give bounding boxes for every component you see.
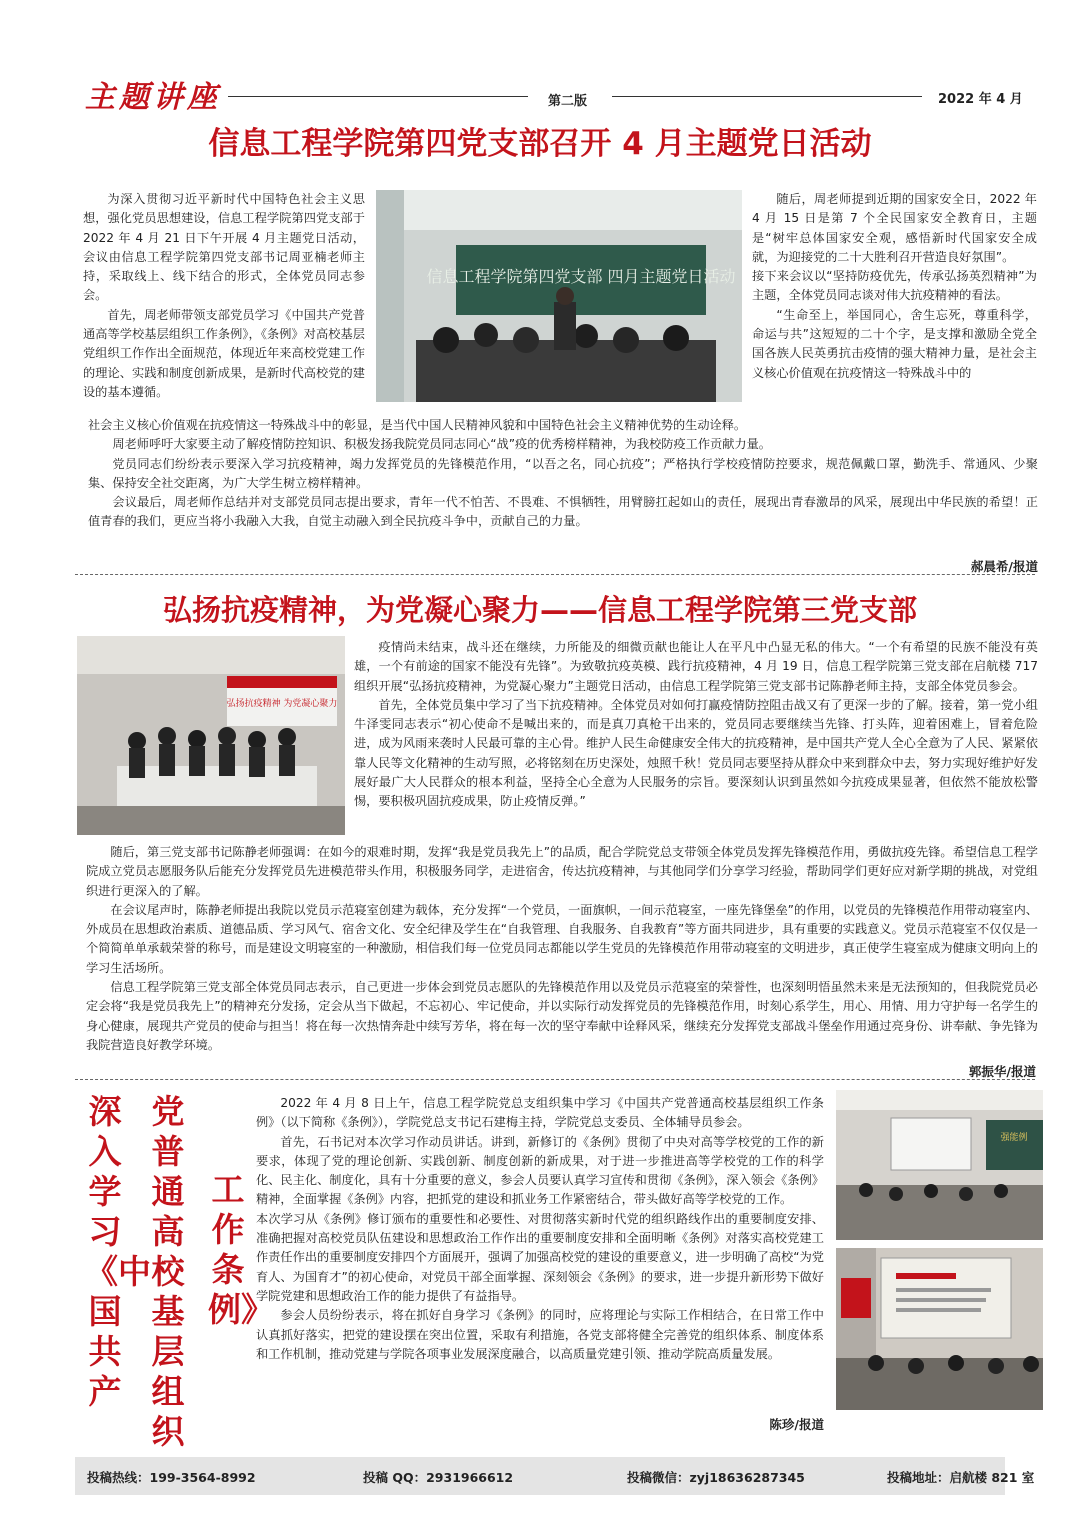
paragraph: 首先，周老师带领支部党员学习《中国共产党普通高等学校基层组织工作条例》，《条例》对高校基层党组织工作作出全面规范，体现近年来高校党建工作的理论、实践和制度创新成果，是新时代高校党的建设的基本遵循。 [83,307,365,399]
footer-address: 投稿地址：启航楼 821 室 [887,1470,1035,1485]
article3-photo-bottom [836,1248,1043,1410]
issue-date: 2022 年 4 月 [938,92,1023,107]
article1-headline: 信息工程学院第四党支部召开 4 月主题党日活动 [208,126,872,162]
paragraph: 随后，周老师提到近期的国家安全日，2022 年 4 月 15 日是第 7 个全民国家安全教育日，主题是“树牢总体国家安全观，感悟新时代国家安全成就，为迎接党的二十大胜利召开营造良好氛围”。 [752,192,1037,264]
article2-full-width [86,843,1038,1055]
article2-byline: 郭振华/报道 [968,1064,1036,1079]
article1-right-column [752,190,1037,383]
article3-vertical-title-col2: 党普通高校基层组织 [151,1092,185,1451]
article1-photo-banner-text: 信息工程学院第四党支部 四月主题党日活动 [426,267,736,286]
paragraph: 周老师呼吁大家要主动了解疫情防控知识、积极发扬我院党员同志同心“战”疫的优秀榜样精神，为我校防疫工作贡献力量。 [112,437,771,452]
paragraph: 会议最后，周老师作总结并对支部党员同志提出要求，青年一代不怕苦、不畏难、不惧牺牲，用臂膀扛起如山的责任，展现出青春激昂的风采，展现出中华民族的希望！正值青春的我们，更应当将小我融入大我，自觉主动融入到全民抗疫斗争中，贡献自己的力量。 [88,495,1038,529]
section-divider [75,574,1035,575]
masthead-rule-right [612,96,922,97]
paragraph: 随后，第三党支部书记陈静老师强调：在如今的艰难时期，发挥“我是党员我先上”的品质，配合学院党总支带领全体党员发挥先锋模范作用，勇做抗疫先锋。希望信息工程学院成立党员志愿服务队后能充分发挥党员先进模范带头作用，积极服务同学，走进宿舍，传达抗疫精神，与其他同学们分享学习经验，帮助同学们更好应对新学期的挑战，对党组织进行更深入的了解。 [86,845,1038,898]
paragraph: 为深入贯彻习近平新时代中国特色社会主义思想，强化党员思想建设，信息工程学院第四党支部于 2022 年 4 月 21 日下午开展 4 月主题党日活动，会议由信息工程学院第四党支部书记周亚楠老师主持，采取线上、线下结合的形式，全体党员同志参会。 [83,192,365,303]
article2-right-column [354,638,1038,812]
article2-headline: 弘扬抗疫精神，为党凝心聚力——信息工程学院第三党支部 [162,593,917,627]
paragraph: 信息工程学院第三党支部全体党员同志表示，自己更进一步体会到党员志愿队的先锋模范作用以及党员示范寝室的荣誉性，也深刻明悟虽然未来是无法预知的，但我院党员必定会将“我是党员我先上”的精神充分发扬，定会从当下做起，不忘初心、牢记使命，并以实际行动发挥党员的先锋模范作用，时刻心系学生，用心、用情、用力守护每一名学生的身心健康，展现共产党员的使命与担当！将在每一次热情奔赴中续写芳华，将在每一次的坚守奉献中诠释风采，继续充分发挥党支部战斗堡垒作用通过亮身份、讲奉献、争先锋为我院营造良好教学环境。 [86,980,1038,1052]
footer-qq: 投稿 QQ：2931966612 [363,1470,514,1485]
article1-full-width [88,416,1038,532]
paragraph: 首先，全体党员集中学习了当下抗疫精神。全体党员对如何打赢疫情防控阻击战又有了更深一步的了解。接着，第一党小组牛泽雯同志表示“初心使命不是喊出来的，而是真刀真枪干出来的，党员同志要继续当先锋、打头阵，迎着困难上，冒着危险进，成为风雨来袭时人民最可靠的主心骨。维护人民生命健康安全伟大的抗疫精神，是中国共产党人全心全意为了人民、紧紧依靠人民等文化精神的生动写照，必将铭刻在历史深处，烛照千秋！党员同志要坚持从群众中来到群众中去，努力实现好维护好发展好最广大人民群众的根本利益，坚持全心全意为人民服务的宗旨。要深刻认识到虽然如今抗疫成果显著，但依然不能放松警惕，要积极巩固抗疫成果，防止疫情反弹。” [354,697,1038,809]
contact-footer [75,1457,1035,1495]
paragraph: 本次学习从《条例》修订颁布的重要性和必要性、对贯彻落实新时代党的组织路线作出的重要制度安排、准确把握对高校党员队伍建设和思想政治工作作出的重要制度安排和全面明晰《条例》对落实高校党建工作责任作出的重要制度安排四个方面展开，强调了加强高校党的建设的重要意义，进一步明确了高校“为党育人、为国育才”的初心使命，对党员干部全面掌握、深刻领会《条例》的要求，进一步提升新形势下做好学院党建和思想政治工作的能力提供了有益指导。 [256,1211,824,1303]
article1-byline: 郝晨希/报道 [970,559,1038,574]
article3-photo-top-banner-text: 强能例 [1000,1133,1028,1143]
footer-hotline: 投稿热线：199-3564-8992 [87,1470,256,1485]
paragraph: 在会议尾声时，陈静老师提出我院以党员示范寝室创建为载体，充分发挥“一个党员，一面旗帜，一间示范寝室，一座先锋堡垒”的作用，以党员的先锋模范作用带动寝室内、外成员在思想政治素质、道德品质、学习风气、宿舍文化、安全纪律及学生在“自我管理、自我服务、自我教育”等方面共同进步，具有重要的实践意义。党员示范寝室不仅仅是一个简简单单承载荣誉的称号，而是建设文明寝室的一种激励，相信我们每一位党员同志都能以学生党员的先锋模范作用带动寝室的文明进步，真正使学生寝室成为健康文明向上的学习生活场所。 [86,902,1038,975]
paragraph: “生命至上，举国同心，舍生忘死，尊重科学，命运与共”这短短的二十个字，是支撑和激励全党全国各族人民英勇抗击疫情的强大精神力量，是社会主义核心价值观在抗疫情这一特殊战斗中的 [752,307,1037,380]
masthead-rule-left [228,96,528,97]
section-divider [75,1079,1035,1080]
article3-vertical-title-col3: 工作条例》 [208,1170,274,1329]
article3-byline: 陈珍/报道 [769,1417,824,1432]
paragraph: 党员同志们纷纷表示要深入学习抗疫精神，竭力发挥党员的先锋模范作用，“以吾之名，同心抗疫”；严格执行学校疫情防控要求，规范佩戴口罩，勤洗手、常通风、少聚集、保持安全社交距离，为广大学生树立榜样精神。 [88,456,1038,490]
article2-photo [77,636,345,835]
paragraph: 接下来会议以“坚持防疫优先，传承弘扬英烈精神”为主题，全体党员同志谈对伟大抗疫精神的看法。 [752,269,1037,303]
article1-photo [376,190,742,402]
article3-vertical-title-col1: 深入学习《中国共产 [85,1092,151,1411]
article3-body [256,1094,824,1364]
edition-label: 第二版 [548,94,588,109]
article1-left-column [83,190,365,402]
paragraph: 首先，石书记对本次学习作动员讲话。讲到，新修订的《条例》贯彻了中央对高等学校党的工作的新要求，体现了党的理论创新、实践创新、制度创新的新成果，对于进一步推进高等学校党的工作的科学化、民主化、制度化，具有十分重要的意义，参会人员要认真学习宣传和贯彻《条例》，深入领会《条例》精神，全面掌握《条例》内容，把抓党的建设和抓业务工作紧密结合，带头做好高等学校党的工作。 [256,1134,824,1207]
paragraph: 疫情尚未结束，战斗还在继续，力所能及的细微贡献也能让人在平凡中凸显无私的伟大。“一个有希望的民族不能没有英雄，一个有前途的国家不能没有先锋”。为致敬抗疫英模、践行抗疫精神，4 月 19 日，信息工程学院第三党支部在启航楼 717 组织开展“弘扬抗疫精神，为党凝心聚力”主题党日活动，由信息工程学院第三党支部书记陈静老师主持，支部全体党员参会。 [354,640,1038,693]
article2-photo-banner-text: 弘扬抗疫精神 为党凝心聚力 [226,699,338,709]
paragraph: 参会人员纷纷表示，将在抓好自身学习《条例》的同时，应将理论与实际工作相结合，在日常工作中认真抓好落实，把党的建设摆在突出位置，采取有利措施，各党支部将健全完善党的组织体系、制度体系和工作机制，推动党建与学院各项事业发展深度融合，以高质量党建引领、推动学院高质量发展。 [256,1308,824,1361]
paragraph: 社会主义核心价值观在抗疫情这一特殊战斗中的彰显，是当代中国人民精神风貌和中国特色社会主义精神优势的生动诠释。 [88,418,747,432]
footer-wechat: 投稿微信：zyj18636287345 [627,1470,805,1485]
article3-photo-top [836,1090,1043,1240]
paragraph: 2022 年 4 月 8 日上午，信息工程学院党总支组织集中学习《中国共产党普通高校基层组织工作条例》（以下简称《条例》），学院党总支书记石建梅主持，学院党总支委员、全体辅导员参会。 [256,1096,824,1130]
masthead-brand: 主题讲座 [85,80,221,115]
